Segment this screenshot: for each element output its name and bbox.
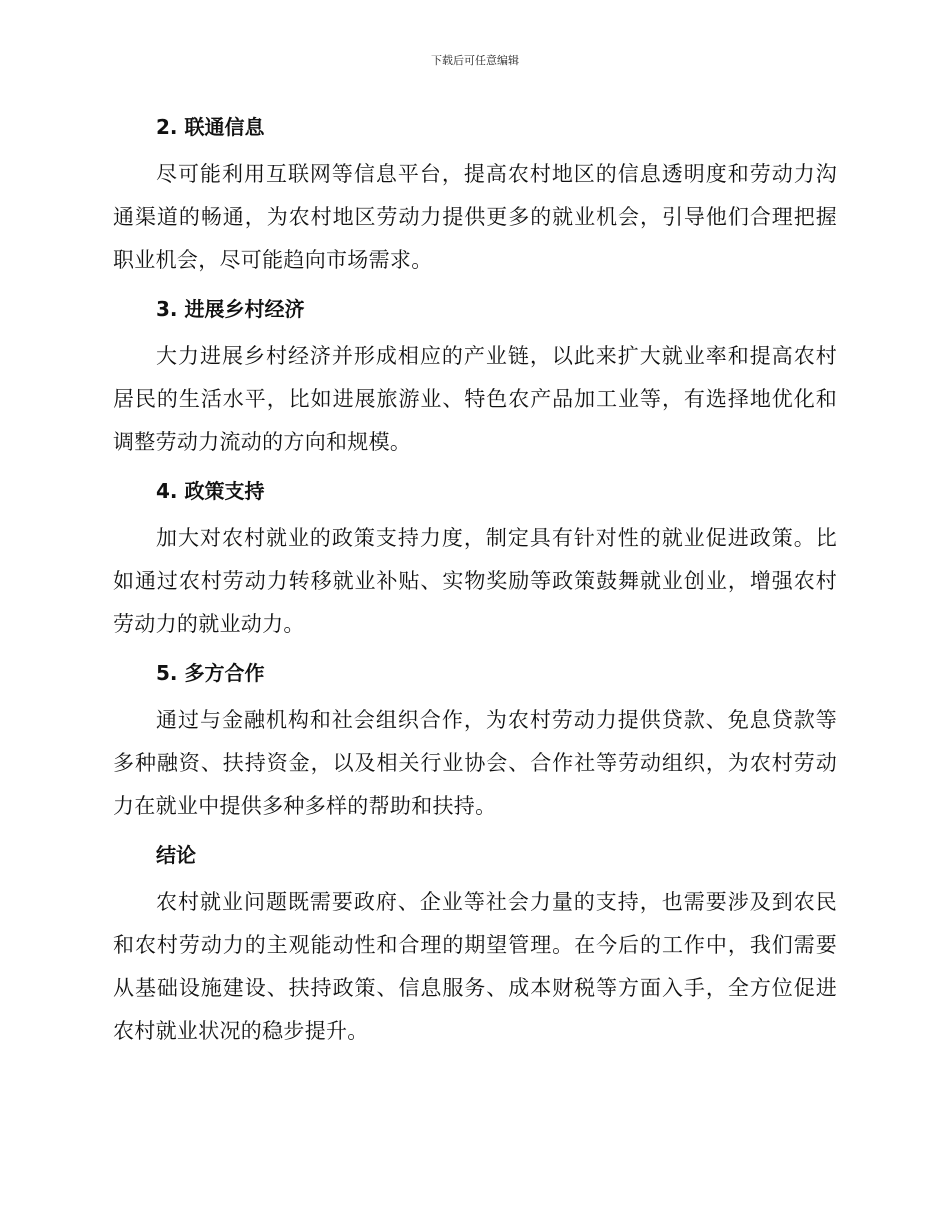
section-paragraph: 大力进展乡村经济并形成相应的产业链，以此来扩大就业率和提高农村居民的生活水平，比如进展旅游业、特色农产品加工业等，有选择地优化和调整劳动力流动的方向和规模。	[113, 344, 837, 454]
section-heading: 结论	[156, 843, 196, 867]
section-heading: 4. 政策支持	[156, 479, 265, 503]
section-connect-information	[113, 106, 837, 282]
page-header-note: 下载后可任意编辑	[431, 54, 519, 67]
section-policy-support	[113, 470, 837, 646]
section-heading: 5. 多方合作	[156, 661, 265, 685]
section-rural-economy	[113, 288, 837, 464]
section-paragraph: 尽可能利用互联网等信息平台，提高农村地区的信息透明度和劳动力沟通渠道的畅通，为农村地区劳动力提供更多的就业机会，引导他们合理把握职业机会，尽可能趋向市场需求。	[113, 162, 837, 272]
document-body	[113, 106, 837, 1053]
section-paragraph: 农村就业问题既需要政府、企业等社会力量的支持，也需要涉及到农民和农村劳动力的主观能动性和合理的期望管理。在今后的工作中，我们需要从基础设施建设、扶持政策、信息服务、成本财税等方面入手，全方位促进农村就业状况的稳步提升。	[113, 890, 837, 1043]
section-multi-party-cooperation	[113, 652, 837, 828]
section-paragraph: 通过与金融机构和社会组织合作，为农村劳动力提供贷款、免息贷款等多种融资、扶持资金，以及相关行业协会、合作社等劳动组织，为农村劳动力在就业中提供多种多样的帮助和扶持。	[113, 708, 837, 818]
section-heading: 3. 进展乡村经济	[156, 297, 305, 321]
section-heading: 2. 联通信息	[156, 115, 265, 139]
section-paragraph: 加大对农村就业的政策支持力度，制定具有针对性的就业促进政策。比如通过农村劳动力转移就业补贴、实物奖励等政策鼓舞就业创业，增强农村劳动力的就业动力。	[113, 526, 837, 636]
section-conclusion	[113, 834, 837, 1053]
